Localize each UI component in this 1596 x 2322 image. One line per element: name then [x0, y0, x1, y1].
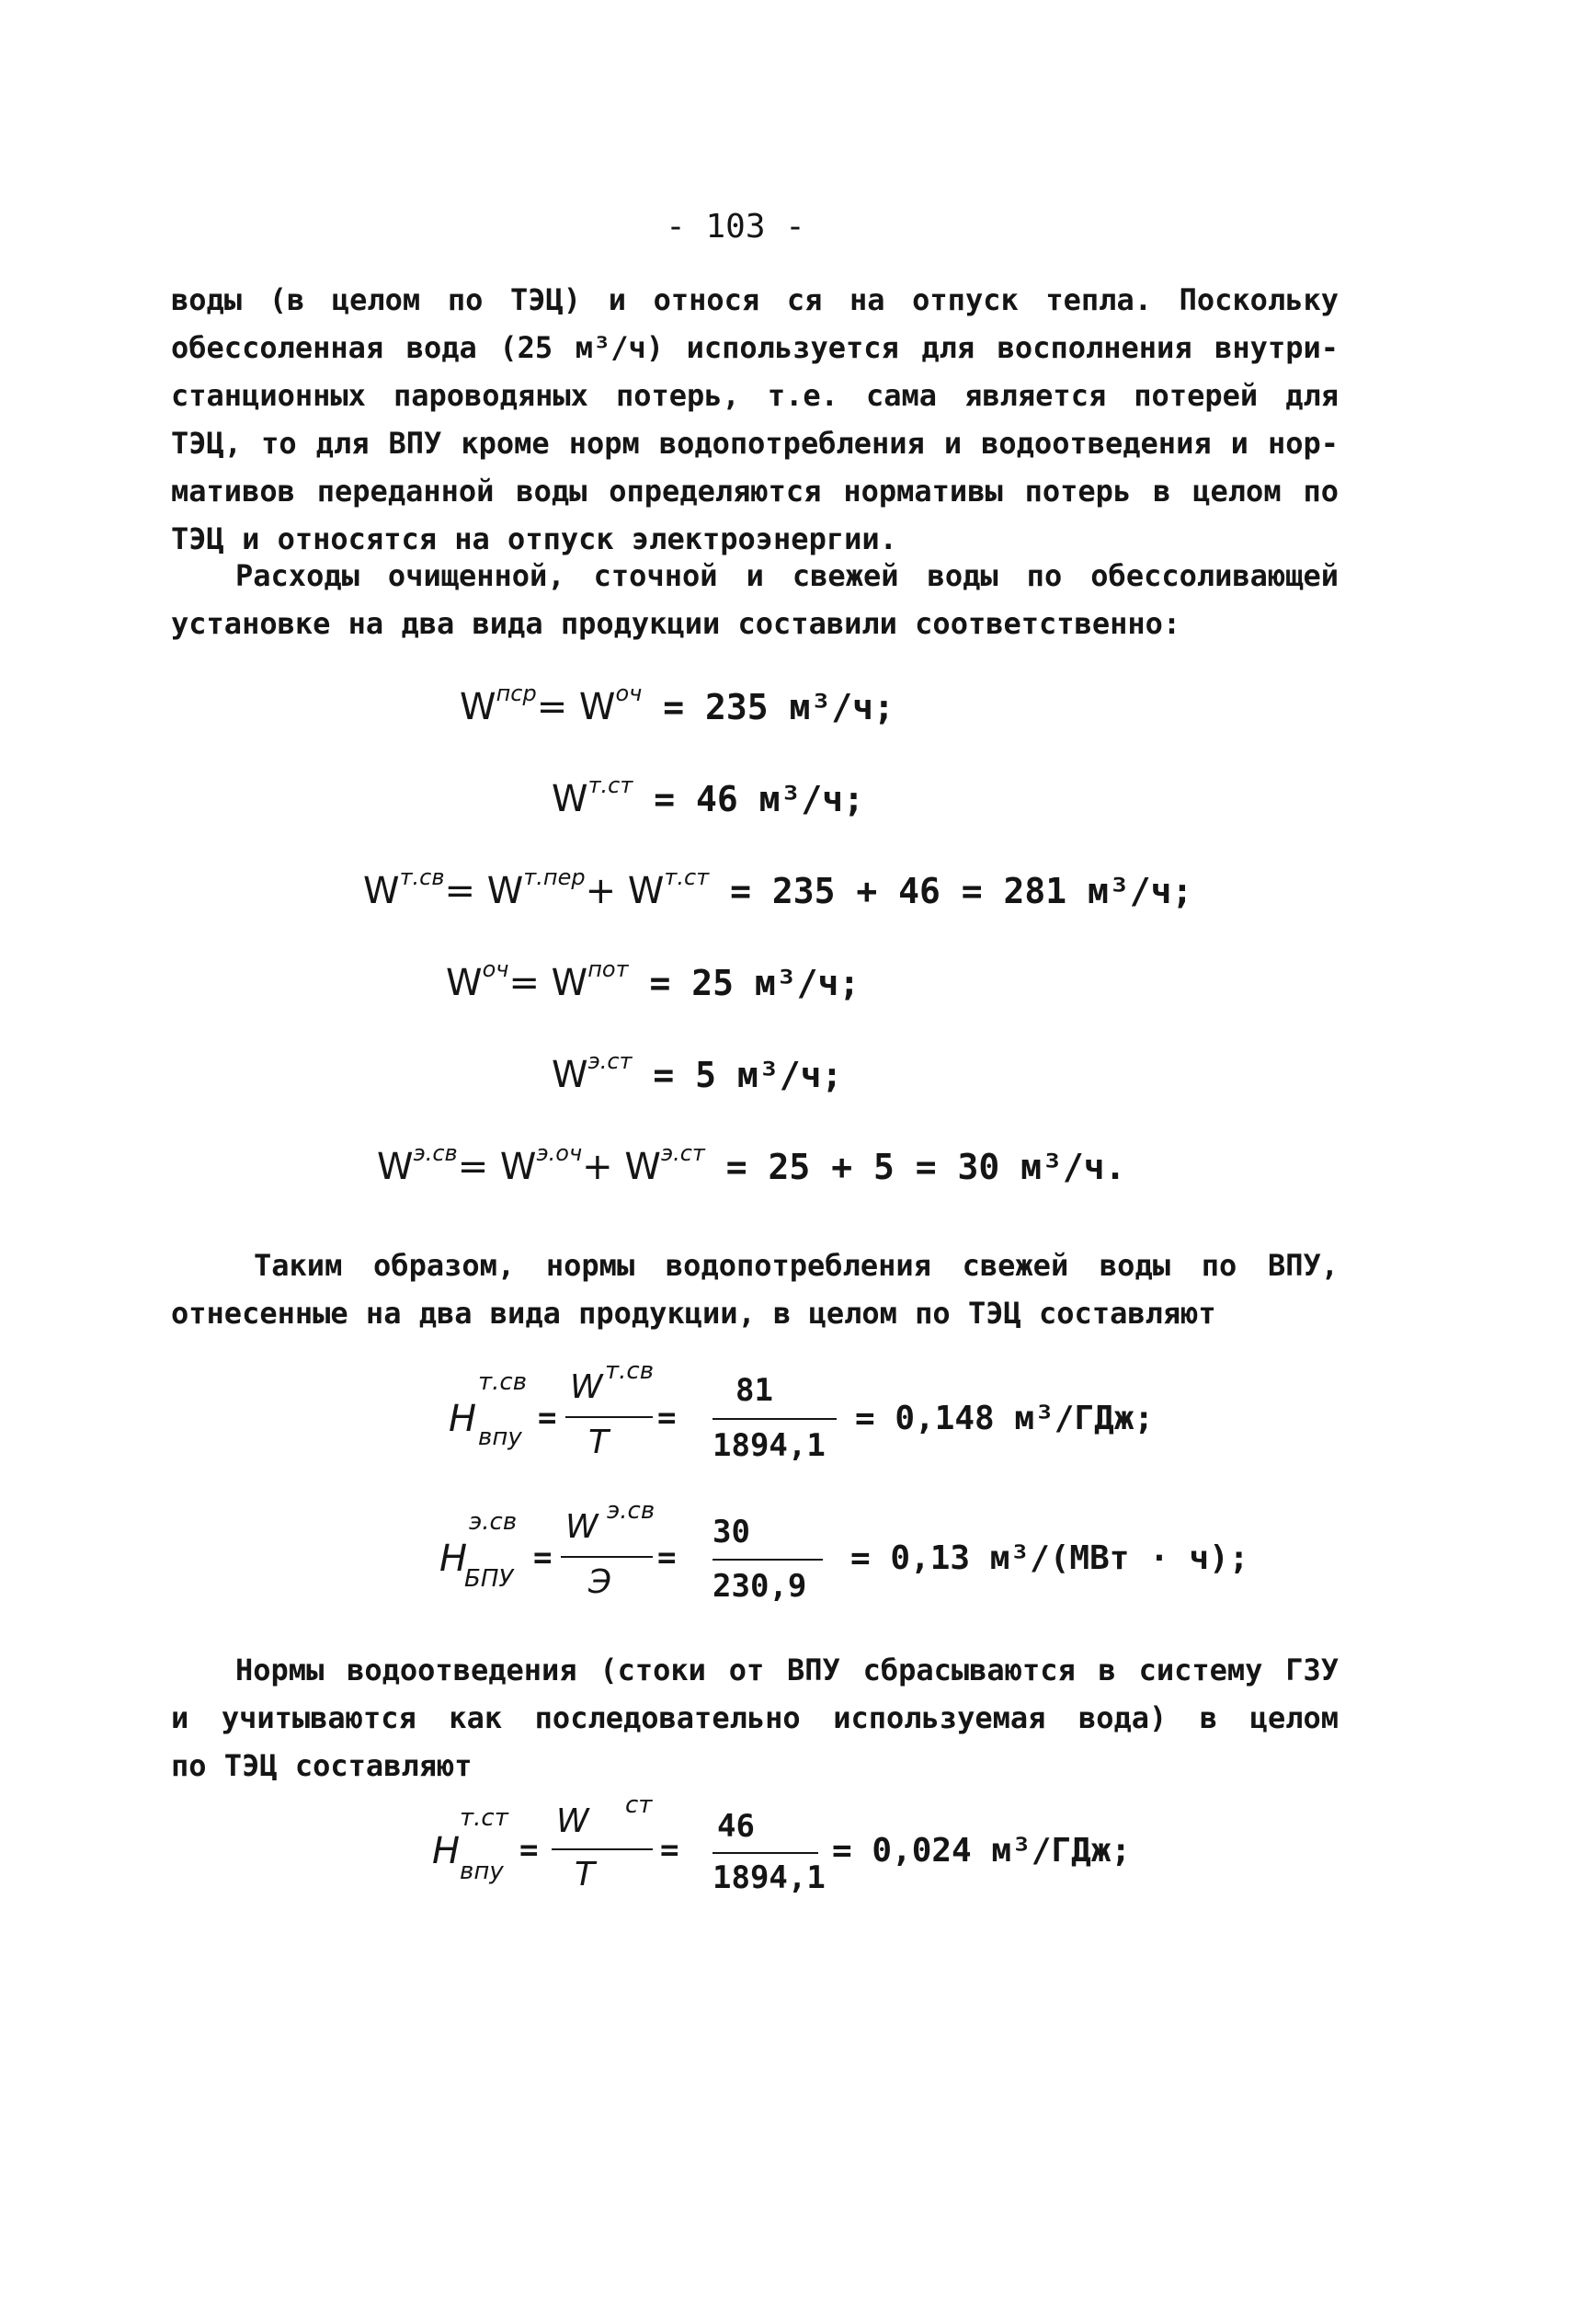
- text-line: ТЭЦ и относятся на отпуск электроэнергии.: [171, 521, 897, 556]
- text-line: и учитываются как последовательно используемая вода) в целом: [171, 1700, 1339, 1735]
- paragraph-discharge: [171, 1646, 1339, 1790]
- paragraph-flows: [171, 552, 1339, 647]
- paragraph-water-balance: [171, 276, 1339, 563]
- text-line: ТЭЦ, то для ВПУ кроме норм водопотребления и водоотведения и нор-: [171, 426, 1339, 461]
- text-line: Нормы водоотведения (стоки от ВПУ сбрасываются в систему ГЗУ: [235, 1653, 1339, 1687]
- text-line: Расходы очищенной, сточной и свежей воды по обессоливающей: [235, 558, 1339, 593]
- equation-2: $W^{т.ст} = 46$ м³/ч;: [552, 772, 865, 820]
- text-line: по ТЭЦ составляют: [171, 1748, 473, 1783]
- page-number: - 103 -: [666, 208, 805, 246]
- text-line: Таким образом, нормы водопотребления свежей воды по ВПУ,: [254, 1248, 1339, 1283]
- text-line: установке на два вида продукции составили соответственно:: [171, 606, 1181, 641]
- text-line: обессоленная вода (25 м³/ч) используется для восполнения внутри-: [171, 330, 1339, 365]
- text-line: отнесенные на два вида продукции, в целом по ТЭЦ составляют: [171, 1296, 1216, 1331]
- equation-4: $W^{оч}= W^{пот} = 25$ м³/ч;: [446, 956, 861, 1004]
- paragraph-norms: [171, 1241, 1339, 1337]
- equation-6: $W^{э.св}= W^{э.оч}+ W^{э.ст} = 25 + 5 = 30$ м³/ч.: [377, 1140, 1126, 1188]
- equation-5: $W^{э.ст} = 5$ м³/ч;: [552, 1048, 843, 1096]
- equation-1: $W^{пср}= W^{оч} = 235$ м³/ч;: [460, 681, 895, 728]
- document-page: - 103 - воды (в целом по ТЭЦ) и относя ся на отпуск тепла. Поскольку обессоленная вода (25 м³/ч) используется для восполнения внутри- станционных пароводяных потерь, т.е. сама является потерей для ТЭЦ, то для ВПУ кроме норм водопотребления и водоотведения и нор- мативов переданной воды определяются нормативы потерь в целом по ТЭЦ и относятся на отпуск электроэнергии. Расходы очищенной, сточной и свежей воды по обессоливающей установке на два вида продукции составили соответственно: $W^{пср}= W^{оч} = 235$ м³/ч; $W^{т.ст} = 46$ м³/ч; $W^{т.св}= W^{т.пер}+ W^{т.ст} = 235 + 46 = 281$ м³/ч; $W^{оч}= W^{пот} = 25$ м³/ч; $W^{э.ст} = 5$ м³/ч; $W^{э.св}= W^{э.оч}+ W^{э.ст} = 25 + 5 = 30$ м³/ч. Таким образом, нормы водопотребления свежей воды по ВПУ, отнесенные на два вида продукции, в целом по ТЭЦ составляют H т.св впу = W т.св Т = 81 1894,1 = 0,148 м³/ГДж; H э.св БПУ = W э.св Э = 30 230,9 = 0,13 м³/(МВт · ч); Нормы водоотведения (стоки от ВПУ сбрасываются в систему ГЗУ и учитываются как последовательно используемая вода) в целом по ТЭЦ составляют H т.ст впу = W ст Т = 46 1894,1 = 0,024 м³/ГДж;: [171, 208, 1339, 1896]
- equation-3: $W^{т.св}= W^{т.пер}+ W^{т.ст} = 235 + 46 = 281$ м³/ч;: [363, 864, 1193, 912]
- text-line: воды (в целом по ТЭЦ) и относя ся на отпуск тепла. Поскольку: [171, 282, 1339, 317]
- text-line: станционных пароводяных потерь, т.е. сама является потерей для: [171, 378, 1339, 413]
- text-line: мативов переданной воды определяются нормативы потерь в целом по: [171, 474, 1339, 509]
